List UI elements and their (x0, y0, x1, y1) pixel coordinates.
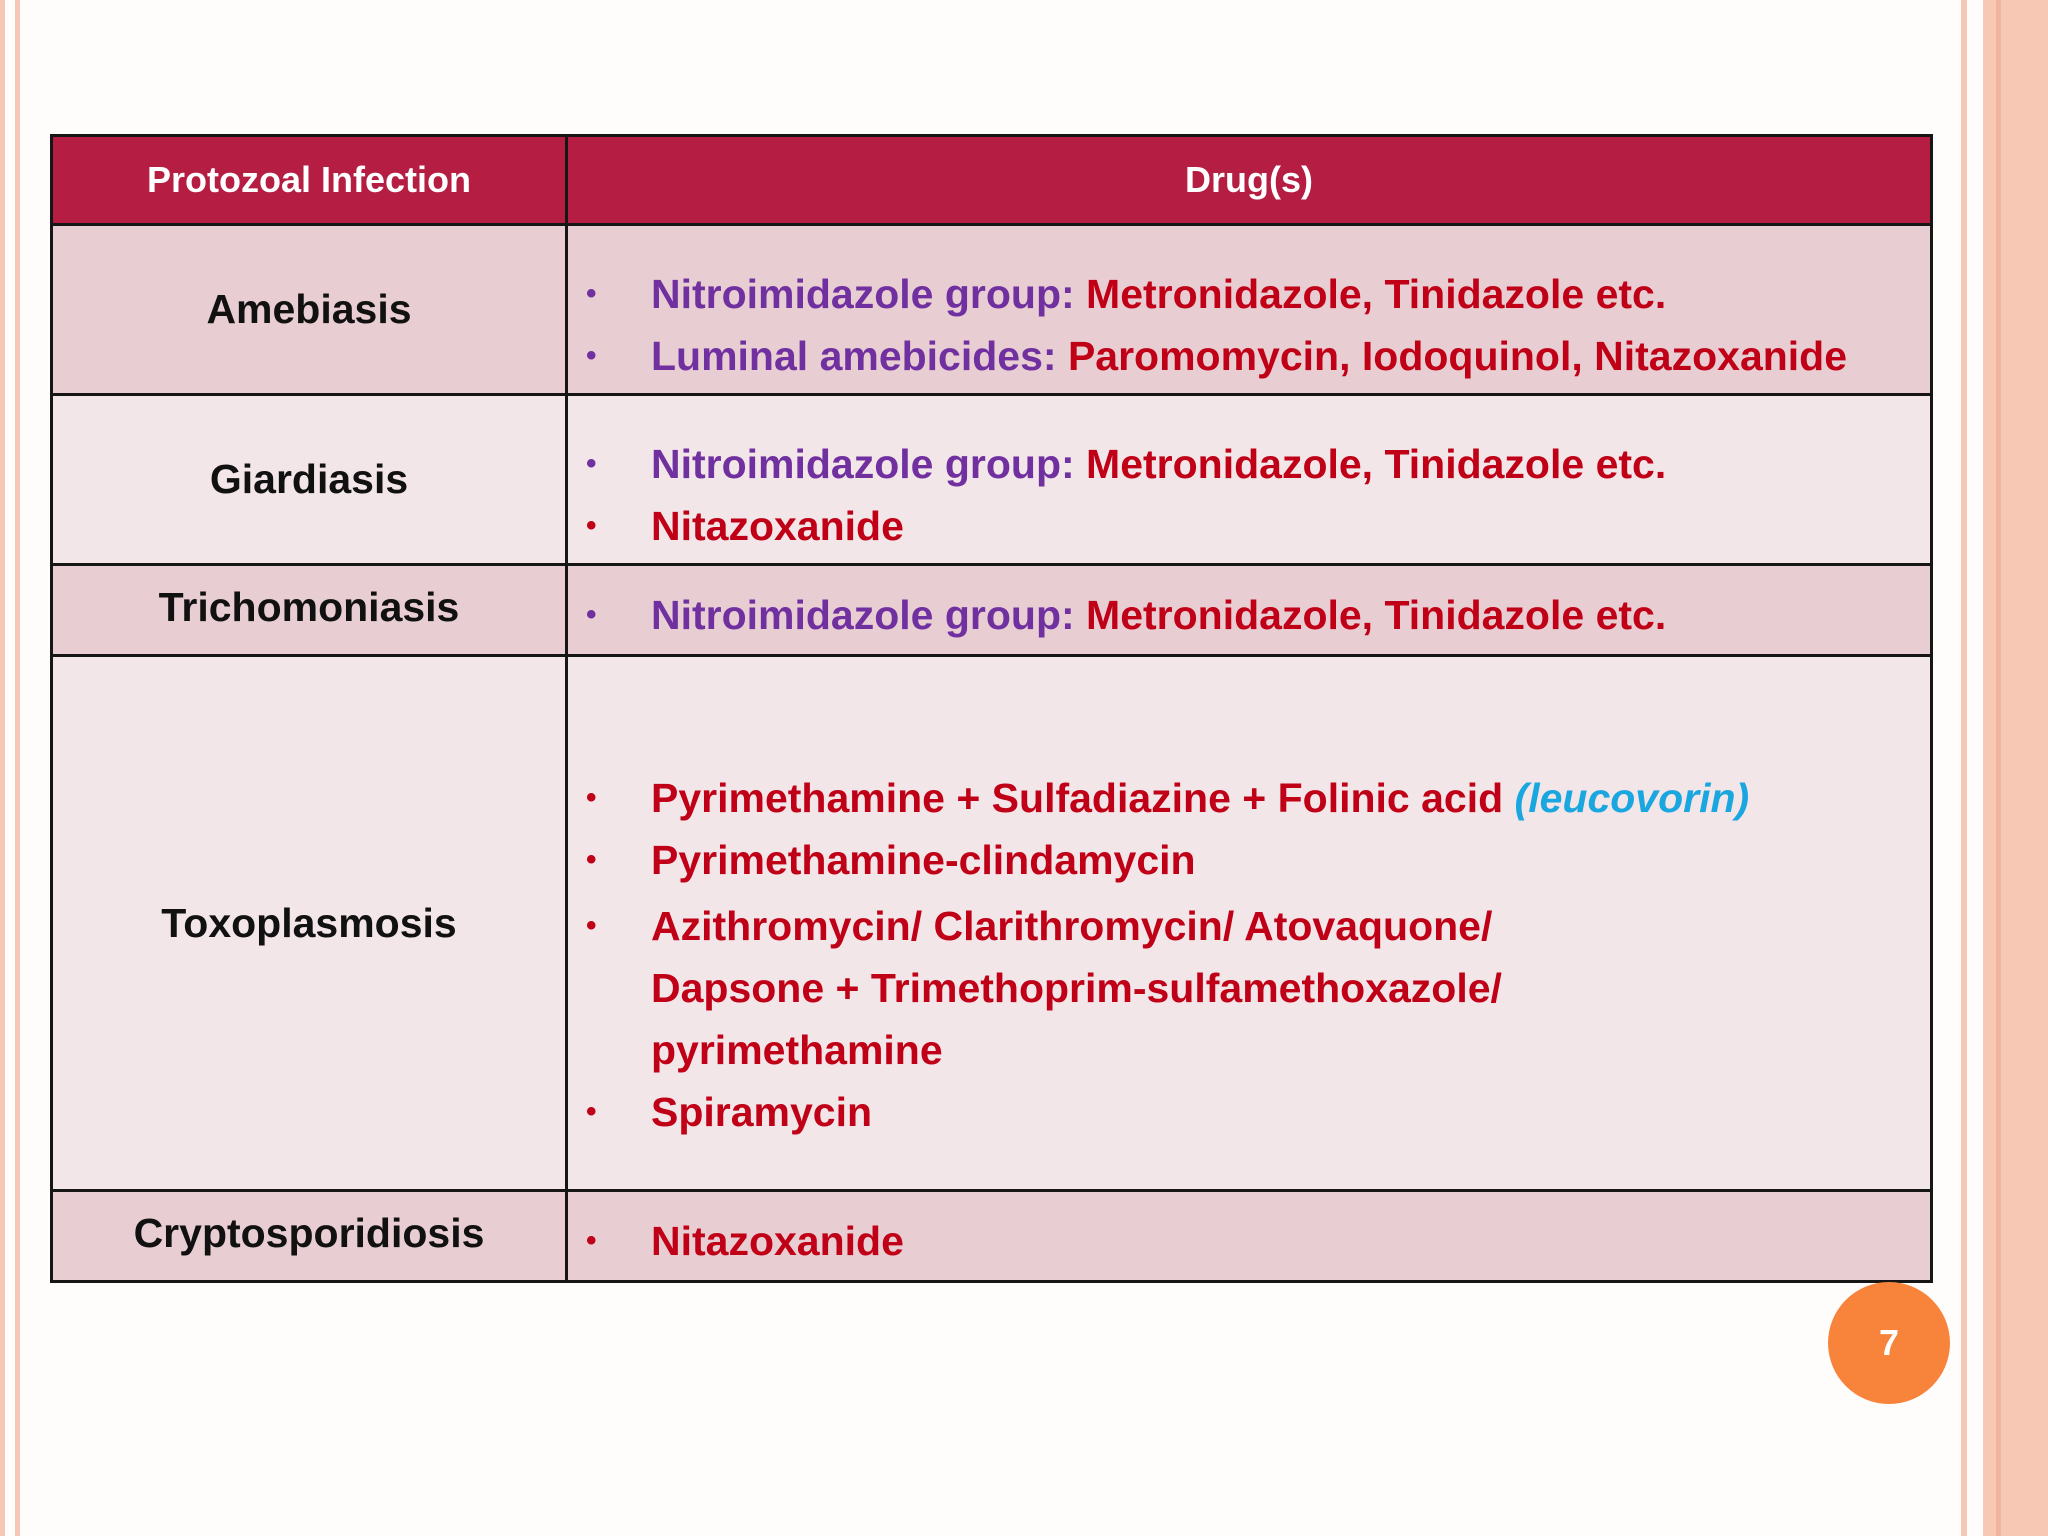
table-row (52, 565, 1932, 656)
drug-names: Spiramycin (651, 1089, 873, 1135)
drug-cell (567, 395, 1932, 565)
drug-names-line: Azithromycin/ Clarithromycin/ Atovaquone/ (651, 903, 1493, 949)
drug-names: Metronidazole, Tinidazole etc. (1074, 440, 1667, 487)
drug-cell (567, 225, 1932, 395)
bullet-icon: • (586, 446, 597, 480)
drug-item (568, 1081, 1930, 1143)
infection-cell: Trichomoniasis (52, 565, 567, 656)
drug-group: Nitroimidazole group: (651, 270, 1075, 317)
drug-item (568, 263, 1930, 325)
drug-group: Nitroimidazole group: (651, 592, 1075, 638)
table-row (52, 1191, 1932, 1282)
drug-group: Luminal amebicides: (651, 332, 1057, 379)
drug-item (568, 829, 1930, 891)
drug-item (568, 767, 1930, 829)
bullet-icon: • (586, 598, 597, 631)
infection-cell: Amebiasis (52, 225, 567, 395)
drug-names: Pyrimethamine-clindamycin (651, 837, 1196, 883)
drug-names: Paromomycin, Iodoquinol, Nitazoxanide (1056, 332, 1848, 379)
drug-item (568, 433, 1930, 495)
bullet-icon: • (586, 508, 597, 542)
bullet-icon: • (586, 909, 597, 942)
table-row (52, 395, 1932, 565)
left-decor-bar-inner (15, 0, 20, 1536)
drug-cell (567, 1191, 1932, 1282)
drug-names: Pyrimethamine + Sulfadiazine + Folinic acid (651, 775, 1515, 821)
left-decor-bar (0, 0, 5, 1536)
infection-cell: Toxoplasmosis (52, 656, 567, 1191)
drug-group: Nitroimidazole group: (651, 440, 1075, 487)
infection-cell: Cryptosporidiosis (52, 1191, 567, 1282)
drug-table (50, 134, 1933, 1283)
drug-alt-name: (leucovorin) (1514, 775, 1750, 821)
drug-item (568, 584, 1930, 646)
right-decor-bar-line (1996, 0, 2001, 1536)
drug-names: Nitazoxanide (651, 1218, 904, 1264)
drug-item (568, 895, 1930, 1081)
infection-cell: Giardiasis (52, 395, 567, 565)
page-number-badge: 7 (1828, 1282, 1950, 1404)
bullet-icon: • (586, 1095, 597, 1128)
drug-names: Nitazoxanide (651, 502, 904, 549)
bullet-icon: • (586, 1224, 597, 1257)
drug-item (568, 1210, 1930, 1272)
table-header-row (52, 136, 1932, 225)
drug-names-line: Dapsone + Trimethoprim-sulfamethoxazole/ (651, 965, 1502, 1011)
drug-cell (567, 565, 1932, 656)
drug-item (568, 495, 1930, 557)
bullet-icon: • (586, 843, 597, 876)
drug-names-line: pyrimethamine (651, 1027, 943, 1073)
bullet-icon: • (586, 276, 597, 310)
header-drugs: Drug(s) (567, 136, 1932, 225)
drug-cell (567, 656, 1932, 1191)
bullet-icon: • (586, 338, 597, 372)
right-decor-bar-wide (1983, 0, 2048, 1536)
table-row (52, 656, 1932, 1191)
drug-names: Metronidazole, Tinidazole etc. (1074, 270, 1667, 317)
header-infection: Protozoal Infection (52, 136, 567, 225)
bullet-icon: • (586, 781, 597, 814)
right-decor-bar-thin (1961, 0, 1967, 1536)
drug-names: Metronidazole, Tinidazole etc. (1074, 592, 1667, 638)
table-row (52, 225, 1932, 395)
drug-item (568, 325, 1930, 387)
